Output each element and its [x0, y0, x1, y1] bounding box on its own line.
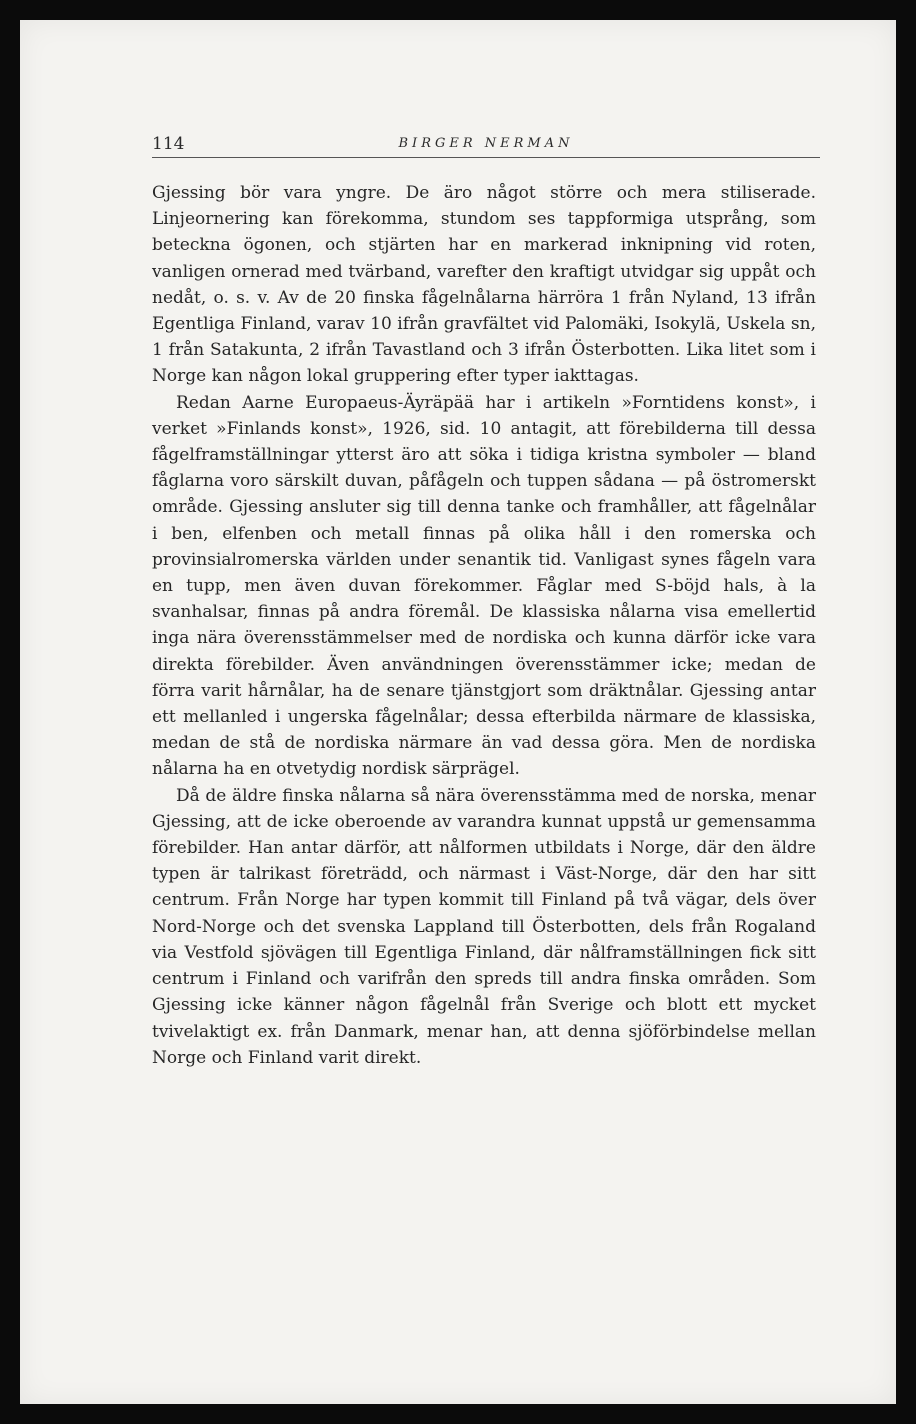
body-text — [152, 180, 816, 1071]
running-title: BIRGER NERMAN — [398, 136, 574, 151]
page-number: 114 — [152, 134, 185, 154]
paragraph-3: Då de äldre finska nålarna så nära överensstämma med de norska, menar Gjessing, att de icke oberoende av varandra kunnat uppstå ur gemensamma förebilder. Han antar därför, att nålformen utbildats i Norge, där den äldre typen är talrikast företrädd, och närmast i Väst-Norge, där den har sitt centrum. Från Norge har typen kommit till Finland på två vägar, dels över Nord-Norge och det svenska Lappland till Österbotten, dels från Rogaland via Vestfold sjövägen till Egentliga Finland, där nålframställningen fick sitt centrum i Finland och varifrån den spreds till andra finska områden. Som Gjessing icke känner någon fågelnål från Sverige och blott ett mycket tvivelaktigt ex. från Danmark, menar han, att denna sjöförbindelse mellan Norge och Finland varit direkt. — [152, 785, 816, 1068]
running-header — [152, 133, 820, 158]
paragraph-2: Redan Aarne Europaeus-Äyräpää har i artikeln »Forntidens konst», i verket »Finlands konst», 1926, sid. 10 antagit, att förebilderna till dessa fågelframställningar ytterst äro att söka i tidiga kristna symboler — bland fåglarna voro särskilt duvan, påfågeln och tuppen sådana — på östromerskt område. Gjessing ansluter sig till denna tanke och framhåller, att fågelnålar i ben, elfenben och metall finnas på olika håll i den romerska och provinsialromerska världen under senantik tid. Vanligast synes fågeln vara en tupp, men även duvan förekommer. Fåglar med S-böjd hals, à la svanhalsar, finnas på andra föremål. De klassiska nålarna visa emellertid inga nära överensstämmelser med de nordiska och kunna därför icke vara direkta förebilder. Även användningen överensstämmer icke; medan de förra varit hårnålar, ha de senare tjänstgjort som dräktnålar. Gjessing antar ett mellanled i ungerska fågelnålar; dessa efterbilda närmare de klassiska, medan de stå de nordiska närmare än vad dessa göra. Men de nordiska nålarna ha en otvetydig nordisk särprägel. — [152, 392, 816, 780]
paragraph-1: Gjessing bör vara yngre. De äro något större och mera stiliserade. Linjeornering kan förekomma, stundom ses tappformiga utsprång, som beteckna ögonen, och stjärten har en markerad inknipning vid roten, vanligen ornerad med tvärband, varefter den kraftigt utvidgar sig uppåt och nedåt, o. s. v. Av de 20 finska fågelnålarna härröra 1 från Nyland, 13 ifrån Egentliga Finland, varav 10 ifrån gravfältet vid Palomäki, Isokylä, Uskela sn, 1 från Satakunta, 2 ifrån Tavastland och 3 ifrån Österbotten. Lika litet som i Norge kan någon lokal gruppering efter typer iakttagas. — [152, 183, 816, 387]
